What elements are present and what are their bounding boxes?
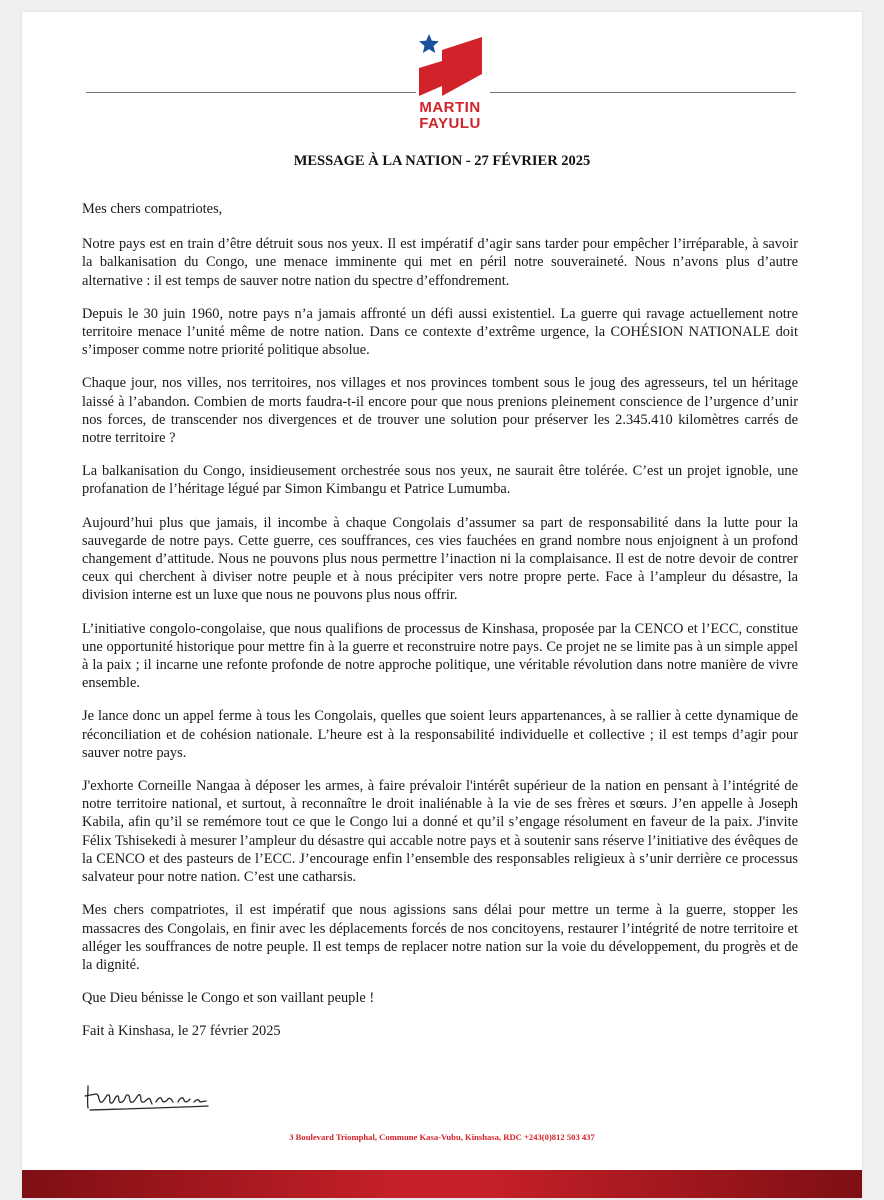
paragraph-8: J'exhorte Corneille Nangaa à déposer les armes, à faire prévaloir l'intérêt supérieur de la nation en pensant à l’intégrité de notre territoire national, et surtout, à reconnaître le droit inaliénable à la vie de ses frères et sœurs. J’en appelle à Joseph Kabila, afin qu’il se remémore tout ce que le Congo lui a donné et qu’il s’engage résolument en faveur de la paix. J'invite Félix Tshisekedi à mesurer l’ampleur du désastre qui accable notre pays et à soutenir sans réserve l’initiative des évêques de la CENCO et des pasteurs de l’ECC. J’encourage enfin l’ensemble des responsables religieux à s’unir derrière ce processus salvateur pour notre nation. C’est une catharsis. [82, 778, 798, 886]
star-icon [419, 34, 439, 53]
header-rule-left [86, 92, 416, 93]
salutation: Mes chers compatriotes, [82, 201, 223, 217]
paragraph-9: Mes chers compatriotes, il est impératif que nous agissions sans délai pour mettre un terme à la guerre, stopper les massacres des Congolais, en finir avec les déplacements forcés de nos concitoyens, restaurer l’intégrité de notre territoire et alléger les souffrances de notre peuple. Il est temps de replacer notre nation sur la voie du développement, du progrès et de la dignité. [82, 902, 798, 973]
document-title: MESSAGE À LA NATION - 27 FÉVRIER 2025 [293, 153, 591, 169]
letter-body [82, 200, 798, 1056]
blessing: Que Dieu bénisse le Congo et son vaillant peuple ! [82, 990, 375, 1007]
footer-address: 3 Boulevard Triomphal, Commune Kasa-Vubu, Kinshasa, RDC +243(0)812 503 437 [289, 1132, 595, 1142]
place-date: Fait à Kinshasa, le 27 février 2025 [82, 1023, 281, 1040]
paragraph-6: L’initiative congolo-congolaise, que nous qualifions de processus de Kinshasa, proposée par la CENCO et l’ECC, constitue une opportunité historique pour mettre fin à la guerre et reconstruire notre pays. Ce projet ne se limite pas à un simple appel à la paix ; il incarne une refonte profonde de notre approche politique, une véritable révolution dans notre manière de vivre ensemble. [82, 620, 798, 692]
footer-color-bar [22, 1170, 862, 1198]
paragraph-2: Depuis le 30 juin 1960, notre pays n’a jamais affronté un défi aussi existentiel. La guerre qui ravage actuellement notre territoire menace l’unité même de notre nation. Dans ce contexte d’extrême urgence, la COHÉSION NATIONALE doit s’imposer comme notre priorité politique absolue. [82, 305, 798, 359]
handwritten-signature [82, 1080, 212, 1114]
logo-name-line1: MARTIN [419, 99, 481, 116]
letter-page [22, 12, 862, 1198]
paragraph-5: Aujourd’hui plus que jamais, il incombe à chaque Congolais d’assumer sa part de responsabilité dans la lutte pour la sauvegarde de notre pays. Cette guerre, ces souffrances, ces vies fauchées en grand nombre nous enjoignent à un profond changement d’attitude. Nous ne pouvons plus nous permettre l’inaction ni la complaisance. Il est de notre devoir de contrer ceux qui cherchent à diviser notre peuple et à nous précipiter vers notre propre perte. Face à l’ampleur du désastre, la division interne est un luxe que nous ne pouvons plus nous offrir. [82, 514, 798, 604]
paragraph-4: La balkanisation du Congo, insidieusement orchestrée sous nos yeux, ne saurait être tolérée. C’est un projet ignoble, une profanation de l’héritage légué par Simon Kimbangu et Patrice Lumumba. [82, 463, 798, 498]
logo-name-line2: FAYULU [419, 115, 481, 132]
paragraph-1: Notre pays est en train d’être détruit sous nos yeux. Il est impératif d’agir sans tarder pour empêcher l’irréparable, à savoir la balkanisation du Congo, une menace imminente qui met en péril notre souveraineté. Nous n’avons plus d’autre alternative : il est temps de sauver notre nation du spectre d’effondrement. [82, 236, 798, 289]
paragraph-7: Je lance donc un appel ferme à tous les Congolais, quelles que soient leurs appartenances, à se rallier à cette dynamique de réconciliation et de cohésion nationale. L’heure est à la responsabilité individuelle et collective ; il est temps d’agir pour sauver notre pays. [82, 708, 798, 761]
header-rule-right [490, 92, 796, 93]
paragraph-3: Chaque jour, nos villes, nos territoires, nos villages et nos provinces tombent sous le joug des agresseurs, tel un héritage laissé à l’abandon. Combien de morts faudra-t-il encore pour que nous prenions pleinement conscience de l’urgence d’unir nos forces, de transcender nos divergences et de trouver une solution pour préserver les 2.345.410 kilomètres carrés de notre territoire ? [82, 375, 798, 447]
